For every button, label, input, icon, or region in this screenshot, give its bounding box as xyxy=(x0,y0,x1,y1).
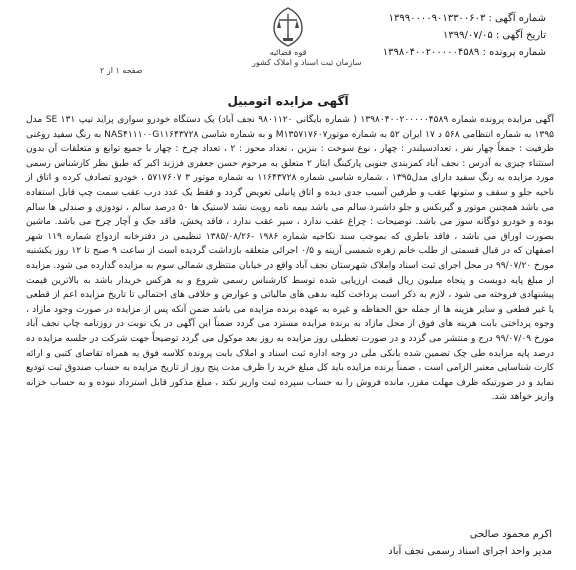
notice-meta xyxy=(383,10,546,61)
signatory-name: اکرم محمود صالحی xyxy=(469,529,552,540)
notice-title: آگهی مزایده اتومبیل xyxy=(227,94,349,108)
org-name-registry: سازمان ثبت اسناد و املاک کشور xyxy=(252,58,362,67)
notice-number: شماره آگهی : ۱۳۹۹۰۰۰۰۹۰۱۳۳۰۰۶۰۳ xyxy=(388,13,546,24)
notice-date: تاریخ آگهی : ۱۳۹۹/۰۷/۰۵ xyxy=(442,30,546,41)
judiciary-scales-emblem-icon xyxy=(268,4,308,48)
notice-body: آگهی مزایده پرونده شماره ۱۳۹۸۰۴۰۰۲۰۰۰۰۰۴۵۸۹ ( شماره بایگانی ۹۸۰۱۱۲۰ نجف آباد) یک دستگاه خودرو سواری پراید تیپ SE ۱۳۱ مدل ۱۳۹۵ به شماره انتظامی ۵۶۸ د ۱۷ ایران ۵۲ به شماره موتورM۱۳۵۷۱۷۶۰۷ و به شماره شاسی NAS۴۱۱۱۰۰G۱۱۶۴۳۷۲۸ به رنگ سفید روغنی ظرفیت : جمعاً چهار نفر ، تعدادسیلندر : چهار ، نوع سوخت : بنزین ، تعداد محور : ۲ ، تعداد چرخ : چهار با جمیع توابع و متعلقات آن بدون استثناء چیزی به آدرس : نجف آباد کمربندی جنوبی پارکینگ ایثار ۲ متعلق به مرحوم حسن جعفری فرزند اکبر که طبق نظر کارشناس رسمی مورد مزایده به رنگ سفید دارای مدل۱۳۹۵ ، شماره شاسی شماره ۱۱۶۴۳۷۲۸ به شماره موتور ۳ ۵۷۱۷۶۰۷ ، خودرو تصادف کرده و اتاق از ناحیه جلو و سقف و ستونها عقب و طرفین آسیب جدی دیده و اتاق پانیلی تعویض گردد و فقط یک عدد درب عقب سمت چپ قابل استفاده می باشد همچنین موتور و گیربکس و جلو داشبرد سالم می باشد بیمه نامه رویت نشد لاستیک ها ۵۰ درصد سالم ، تودوزی و صندلی ها سالم بوده و خودرو دوگانه سوز می باشد. توضیحات : چراغ عقب ندارد ، سپر عقب ندارد ، فاقد پخش، فاقد جک و آچار چرخ می باشد. ماشین بصورت اوراق می باشد ، فاقد باطری که بموجب سند نکاحیه شماره ۱۹۸۶ -۱۳۸۵/۰۸/۲۶ تنظیمی در دفترخانه ازدواج شماره ۱۱۹ شهر اصفهان که در قبال قسمتی از طلب خانم زهره شمسی آزینه و ۰/۵ اجرائی متعلقه بازداشت گردیده است از ساعت ۹ صبح تا ۱۲ روز یکشنبه مورخ ۹۹/۰۷/۲۰ در محل اجرای ثبت اسناد واملاک شهرستان نجف آباد واقع در خیابان منتظری شمالی سوم به مزایده گذارده می شود. مزایده از مبلغ پایه دویست و پنجاه میلیون ریال قیمت ارزیابی شده توسط کارشناس رسمی شروع و به هرکس خریدار باشد به بالاترین قیمت پیشنهادی فروخته می شود ، لازم به ذکر است پرداخت کلیه بدهی های مالیاتی و عوارض و خلافی های احتمالی تا تاریخ مزایده اعم از قطعی یا غیر قطعی و سایر هزینه ها از جمله حق الحفاظه و غیره به عهده برنده مزایده می باشد ضمن آنکه پس از مزایده در صورت وجود مازاد ، وجوه پرداختی بابت هزینه های فوق از محل مازاد به برنده مزایده مسترد می گردد ضمناً این آگهی در یک نوبت در روزنامه چاپ نجف آباد مورخ ۹۹/۰۷/۰۹ درج و منتشر می گردد و در صورت تعطیلی روز مزایده به روز بعد موکول می گردد توضیحاً جهت شرکت در جلسه مزایده ده درصد پایه مزایده طی چک تضمین شده بانکی ملی در وجه اداره ثبت اسناد و املاک بابت پرونده کلاسه فوق به همراه تقاضای کتبی و ارائه کارت شناسایی معتبر الزامی است ، ضمناً برنده مزایده باید کل مبلغ خرید را ظرف مدت پنج روز از تاریخ مزایده به حساب صندوق ثبت تودیع نماید و در صورتیکه ظرف مهلت مقرر، مانده فروش را به حساب سپرده ثبت واریز نکند ، مبلغ مذکور قابل استرداد نبوده و به حساب خزانه واریز خواهد شد. xyxy=(26,115,554,403)
org-name-judiciary: قوه قضائیه xyxy=(269,48,307,57)
signature-block xyxy=(388,526,552,560)
header-emblem xyxy=(252,4,362,74)
signatory-position: مدیر واحد اجرای اسناد رسمی نجف آباد xyxy=(388,546,552,557)
file-number: شماره پرونده : ۱۳۹۸۰۴۰۰۲۰۰۰۰۰۴۵۸۹ xyxy=(382,47,546,58)
page-number: صفحه ۱ از ۲ xyxy=(100,66,143,75)
